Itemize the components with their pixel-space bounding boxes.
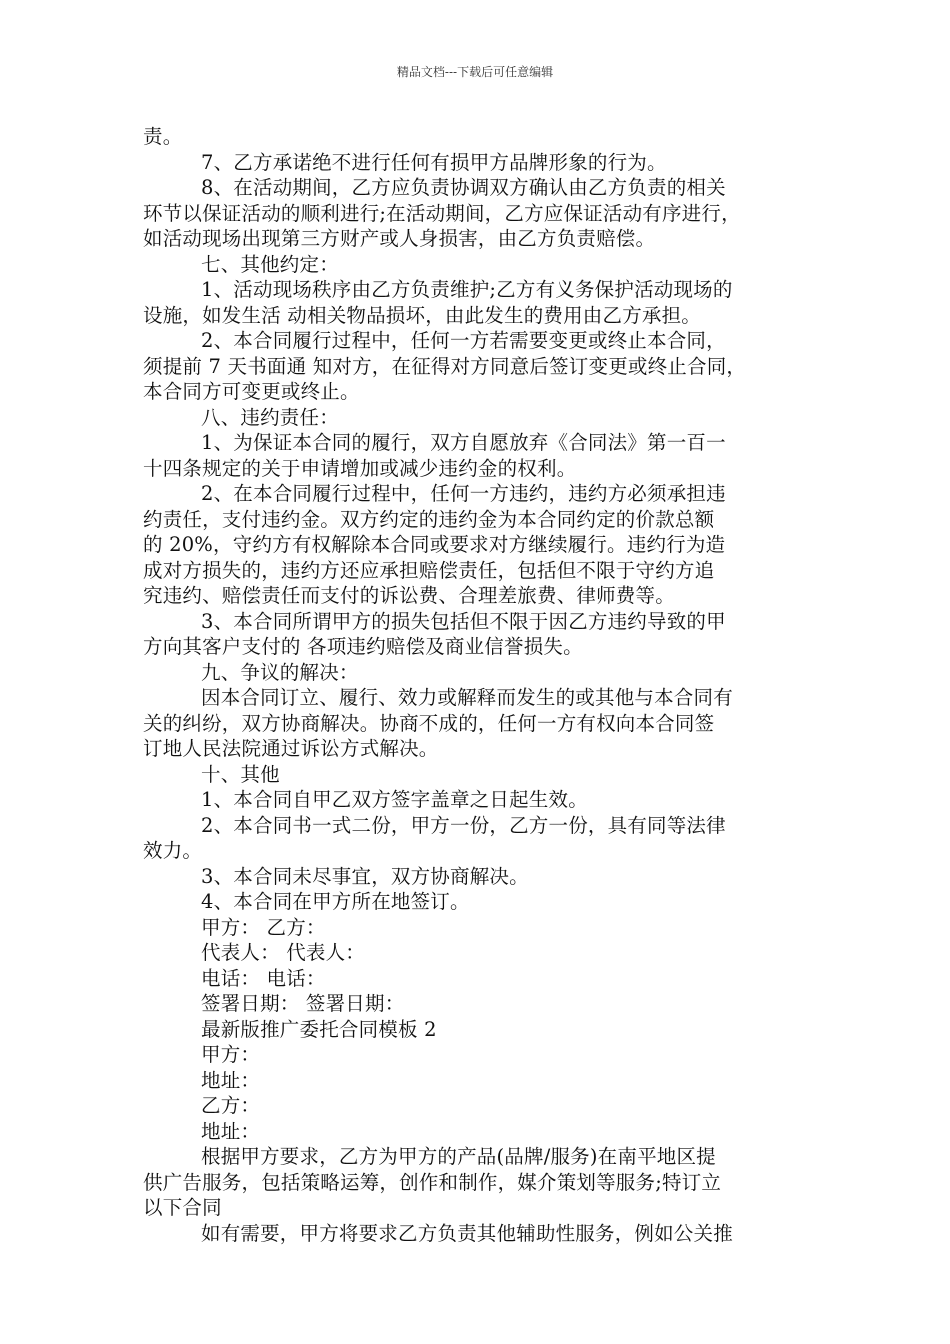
text-line: 2、在本合同履行过程中，任何一方违约，违约方必须承担违 <box>201 482 726 505</box>
text-line: 乙方： <box>201 1094 261 1117</box>
text-line: 2、本合同履行过程中，任何一方若需要变更或终止本合同， <box>201 329 726 352</box>
text-line: 最新版推广委托合同模板 2 <box>201 1017 437 1041</box>
text-line: 如活动现场出现第三方财产或人身损害，由乙方负责赔偿。 <box>143 227 656 250</box>
text-line: 十、其他 <box>201 762 280 786</box>
text-line: 订地人民法院通过诉讼方式解决。 <box>143 737 439 760</box>
text-line: 以下合同 <box>143 1196 222 1219</box>
text-line: 效力。 <box>143 839 203 862</box>
text-line: 2、本合同书一式二份，甲方一份，乙方一份，具有同等法律 <box>201 813 726 837</box>
text-line: 如有需要，甲方将要求乙方负责其他辅助性服务，例如公关推 <box>201 1221 733 1245</box>
text-line: 1、为保证本合同的履行，双方自愿放弃《合同法》第一百一 <box>201 431 726 454</box>
text-line: 4、本合同在甲方所在地签订。 <box>201 890 470 913</box>
text-line: 7、乙方承诺绝不进行任何有损甲方品牌形象的行为。 <box>201 150 667 174</box>
document-body <box>143 124 811 1246</box>
text-line: 供广告服务，包括策略运筹，创作和制作，媒介策划等服务;特订立 <box>143 1170 722 1194</box>
text-line: 环节以保证活动的顺利进行;在活动期间，乙方应保证活动有序进行， <box>143 201 741 225</box>
text-line: 代表人： 代表人： <box>201 941 365 964</box>
text-line: 成对方损失的，违约方还应承担赔偿责任，包括但不限于守约方追 <box>143 558 715 582</box>
text-line: 的 20%，守约方有权解除本合同或要求对方继续履行。违约行为造 <box>143 533 726 556</box>
text-line: 签署日期： 签署日期： <box>201 992 405 1015</box>
text-line: 8、在活动期间，乙方应负责协调双方确认由乙方负责的相关 <box>201 176 726 199</box>
text-line: 电话： 电话： <box>201 966 326 990</box>
text-line: 设施，如发生活 动相关物品损坏，由此发生的费用由乙方承担。 <box>143 303 701 327</box>
text-line: 八、违约责任： <box>201 405 339 429</box>
text-line: 关的纠纷，双方协商解决。协商不成的，任何一方有权向本合同签 <box>143 711 715 735</box>
text-line: 因本合同订立、履行、效力或解释而发生的或其他与本合同有 <box>201 686 733 709</box>
text-line: 甲方： <box>201 1043 261 1066</box>
text-line: 3、本合同所谓甲方的损失包括但不限于因乙方违约导致的甲 <box>201 609 726 633</box>
text-line: 方向其客户支付的 各项违约赔偿及商业信誉损失。 <box>143 635 583 658</box>
text-line: 七、其他约定： <box>201 252 339 276</box>
text-line: 3、本合同未尽事宜，双方协商解决。 <box>201 864 529 888</box>
text-line: 究违约、赔偿责任而支付的诉讼费、合理差旅费、律师费等。 <box>143 584 675 607</box>
text-line: 本合同方可变更或终止。 <box>143 380 360 403</box>
text-line: 地址： <box>201 1119 261 1143</box>
text-line: 九、争议的解决： <box>201 660 359 684</box>
text-line: 地址： <box>201 1068 261 1092</box>
text-line: 约责任，支付违约金。双方约定的违约金为本合同约定的价款总额 <box>143 507 715 531</box>
text-line: 十四条规定的关于申请增加或减少违约金的权利。 <box>143 456 577 480</box>
page-header: 精品文档---下载后可任意编辑 <box>396 65 554 79</box>
text-line: 1、本合同自甲乙双方签字盖章之日起生效。 <box>201 788 588 811</box>
text-line: 根据甲方要求，乙方为甲方的产品(品牌/服务)在南平地区提 <box>201 1145 716 1168</box>
text-line: 1、活动现场秩序由乙方负责维护;乙方有义务保护活动现场的 <box>201 278 733 301</box>
text-line: 须提前 7 天书面通 知对方，在征得对方同意后签订变更或终止合同， <box>143 354 747 378</box>
text-line: 甲方： 乙方： <box>201 915 326 939</box>
text-line: 责。 <box>143 125 183 148</box>
